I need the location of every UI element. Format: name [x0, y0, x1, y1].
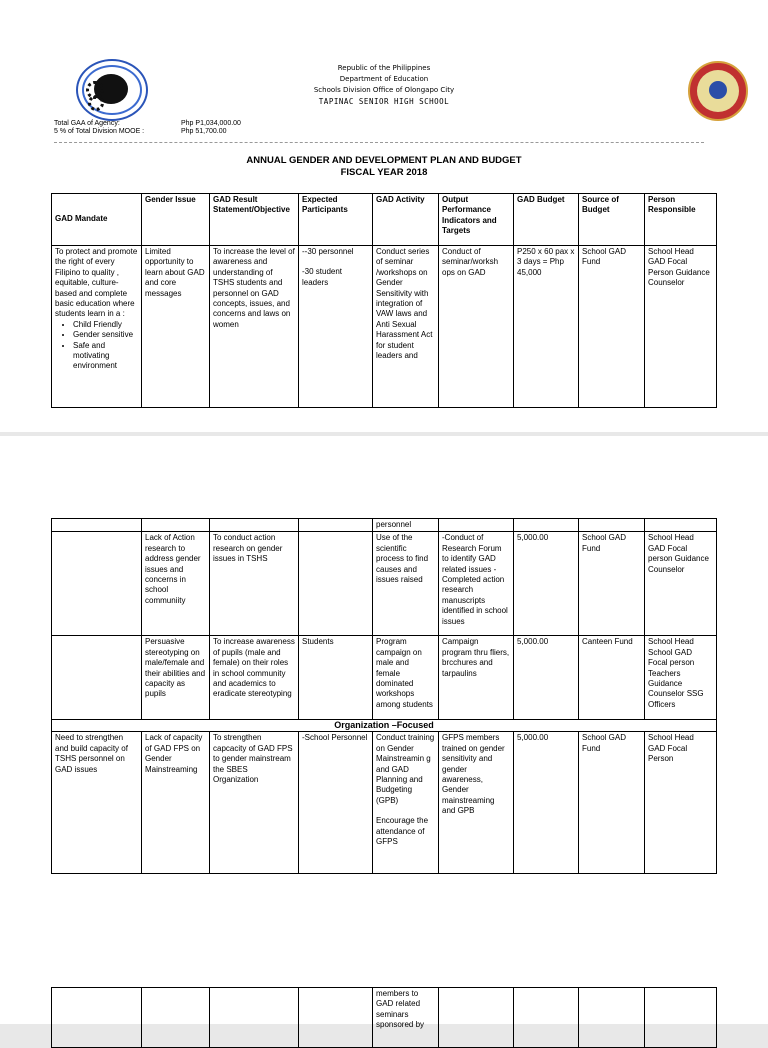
activity-cell: [373, 732, 439, 874]
section-row: [52, 720, 717, 732]
budget-cell: 5,000.00: [514, 732, 579, 874]
header-divider: [54, 142, 704, 143]
header-division: Schools Division Office of Olongapo City: [313, 86, 455, 94]
participants-students: -30 student leaders: [302, 267, 343, 287]
source-cell: School GAD Fund: [579, 532, 645, 636]
gad-plan-table: [51, 193, 717, 408]
header-department: Department of Education: [339, 75, 429, 83]
mandate-cell: [52, 246, 142, 408]
activity-training: Conduct training on Gender Mainstreamin g and GAD Planning and Budgeting (GPB): [376, 733, 435, 805]
mandate-cell: [52, 636, 142, 720]
col-header-objective: GAD Result Statement/Objective: [210, 194, 299, 246]
source-cell: Canteen Fund: [579, 636, 645, 720]
output-cell: Campaign program thru fliers, brcchures and tarpaulins: [439, 636, 514, 720]
gaa-label: Total GAA of Agency:: [54, 120, 120, 127]
gad-plan-table-page3: [51, 987, 717, 1048]
person-cell: School Head GAD Focal Person: [645, 732, 717, 874]
activity-cell: Conduct series of seminar /workshops on Gender Sensitivity with integration of VAW laws and Anti Sexual Harassment Act for student leaders and: [373, 246, 439, 408]
col-header-budget: GAD Budget: [514, 194, 579, 246]
gad-plan-table-continued: [51, 518, 717, 874]
table-row: [52, 636, 717, 720]
activity-cell: members to GAD related seminars sponsored by: [373, 988, 439, 1048]
fiscal-year: FISCAL YEAR 2018: [340, 167, 428, 178]
list-item: • Safe and motivating environment: [73, 341, 138, 372]
person-cell: School Head School GAD Focal person Teachers Guidance Counselor SSG Officers: [645, 636, 717, 720]
mandate-cell: Need to strengthen and build capacity of TSHS personnel on GAD issues: [52, 732, 142, 874]
mandate-text: To protect and promote the right of every Filipino to quality , equitable, culture-based and complete basic education where students learn in a :: [55, 247, 138, 319]
objective-cell: To increase awareness of pupils (male and female) on their roles in school community and academics to eradicate stereotyping: [210, 636, 299, 720]
col-header-issue: Gender Issue: [142, 194, 210, 246]
participants-cell: Students: [299, 636, 373, 720]
activity-encourage: Encourage the attendance of GFPS: [376, 816, 429, 847]
mooe-value: Php 51,700.00: [181, 128, 227, 135]
budget-cell: 5,000.00: [514, 636, 579, 720]
table-row: [52, 519, 717, 532]
budget-cell: P250 x 60 pax x 3 days = Php 45,000: [514, 246, 579, 408]
table-row: [52, 532, 717, 636]
document-title: ANNUAL GENDER AND DEVELOPMENT PLAN AND BUDGET: [246, 155, 522, 166]
objective-cell: To conduct action research on gender issues in TSHS: [210, 532, 299, 636]
objective-cell: To increase the level of awareness and understanding of TSHS students and personnel on GAD concepts, issues, and concerns and laws on women: [210, 246, 299, 408]
issue-cell: Lack of Action research to address gender issues and concerns in school communiity: [142, 532, 210, 636]
page-2: [0, 436, 768, 1030]
source-cell: School GAD Fund: [579, 246, 645, 408]
issue-cell: Persuasive stereotyping on male/female and their abilities and capacity as pupils: [142, 636, 210, 720]
header-school-name: TAPINAC SENIOR HIGH SCHOOL: [318, 97, 450, 106]
participants-cell: [299, 532, 373, 636]
col-header-source: Source of Budget: [579, 194, 645, 246]
table-row: [52, 732, 717, 874]
issue-cell: Lack of capacity of GAD FPS on Gender Mainstreaming: [142, 732, 210, 874]
activity-cell: Program campaign on male and female dominated workshops among students: [373, 636, 439, 720]
col-header-person: Person Responsible: [645, 194, 717, 246]
output-cell: Conduct of seminar/worksh ops on GAD: [439, 246, 514, 408]
table-row: [52, 988, 717, 1048]
activity-cell: personnel: [373, 519, 439, 532]
header-republic: Republic of the Philippines: [337, 64, 431, 72]
col-header-activity: GAD Activity: [373, 194, 439, 246]
col-header-mandate: GAD Mandate: [52, 194, 142, 246]
objective-cell: To strengthen capcacity of GAD FPS to gender mainstream the SBES Organization: [210, 732, 299, 874]
section-heading-organization-focused: Organization –Focused: [52, 720, 717, 732]
activity-cell: Use of the scientific process to find causes and issues raised: [373, 532, 439, 636]
participants-personnel: --30 personnel: [302, 247, 354, 256]
source-cell: School GAD Fund: [579, 732, 645, 874]
division-seal-right-icon: [688, 61, 748, 121]
person-cell: School Head GAD Focal person Guidance Counselor: [645, 532, 717, 636]
output-cell: GFPS members trained on gender sensitivity and gender awareness, Gender mainstreaming and GPB: [439, 732, 514, 874]
table-continuation-viewport: [0, 518, 768, 874]
participants-cell: -School Personnel: [299, 732, 373, 874]
mandate-cell: [52, 532, 142, 636]
participants-cell: [299, 246, 373, 408]
mooe-label: 5 % of Total Division MOOE :: [54, 128, 145, 135]
budget-cell: 5,000.00: [514, 532, 579, 636]
col-header-output: Output Performance Indicators and Targets: [439, 194, 514, 246]
output-cell: -Conduct of Research Forum to identify GAD related issues -Completed action research manuscripts identified in school issues: [439, 532, 514, 636]
gaa-value: Php P1,034,000.00: [181, 120, 241, 127]
issue-cell: Limited opportunity to learn about GAD and core messages: [142, 246, 210, 408]
list-item: • Child Friendly: [73, 320, 138, 330]
person-cell: School Head GAD Focal Person Guidance Counselor: [645, 246, 717, 408]
mandate-bullet-list: [55, 320, 138, 372]
table-header-row: [52, 194, 717, 246]
col-header-participants: Expected Participants: [299, 194, 373, 246]
table-row: [52, 246, 717, 408]
list-item: • Gender sensitive: [73, 330, 138, 340]
page-1: [0, 0, 768, 432]
